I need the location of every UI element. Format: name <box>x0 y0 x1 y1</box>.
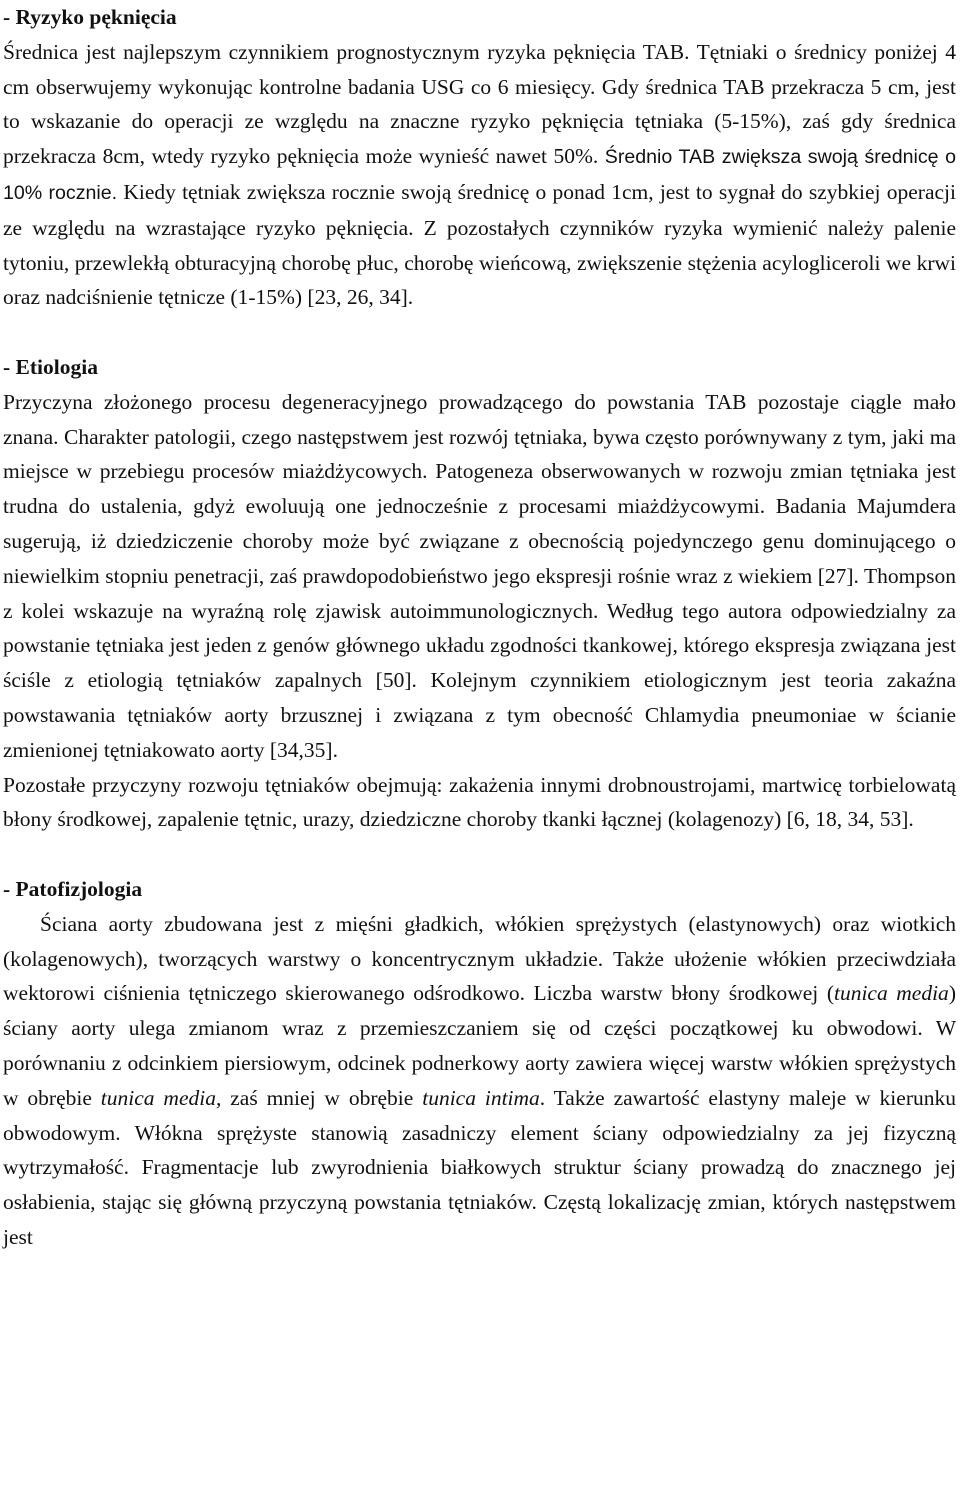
section-spacer <box>3 315 956 350</box>
text-run: Ściana aorty zbudowana jest z mięśni gładkich, włókien sprężystych (elastynowych) oraz wiotkich (kolagenowych), tworzących warstwy o koncentrycznym układzie. Także ułożenie włókien przeciwdziała wektorowi ciśnienia tętniczego skierowanego odśrodkowo. Liczba warstw błony środkowej ( <box>3 911 956 1006</box>
section-etiology <box>3 350 956 837</box>
text-run: Średnica jest najlepszym czynnikiem prognostycznym ryzyka pęknięcia TAB. Tętniaki o średnicy poniżej 4 cm obserwujemy wykonując kontrolne badania USG co 6 miesięcy. Gdy średnica TAB przekracza 5 cm, jest to wskazanie do operacji ze względu na znaczne ryzyko pęknięcia tętniaka (5-15%), zaś gdy średnica przekracza 8cm, wtedy ryzyko pęknięcia może wynieść nawet 50%. <box>3 39 956 169</box>
text-run-italic: tunica media, <box>100 1085 222 1110</box>
text-run: Kiedy tętniak zwiększa rocznie swoją średnicę o ponad 1cm, jest to sygnał do szybkiej operacji ze względu na wzrastające ryzyko pęknięcia. Z pozostałych czynników ryzyka wymienić należy palenie tytoniu, przewlekłą obturacyjną chorobę płuc, chorobę wieńcową, zwiększenie stężenia acylogliceroli we krwi oraz nadciśnienie tętnicze (1-15%) [23, 26, 34]. <box>3 179 956 310</box>
text-run-italic: tunica media <box>833 981 949 1006</box>
paragraph <box>3 768 956 838</box>
section-pathophysiology <box>3 872 956 1255</box>
section-rupture-risk <box>3 0 956 315</box>
paragraph <box>3 907 956 1255</box>
document-page <box>3 0 956 1255</box>
section-title: - Ryzyko pęknięcia <box>3 5 177 29</box>
section-title: - Etiologia <box>3 354 98 379</box>
paragraph <box>3 35 956 315</box>
paragraph <box>3 385 956 768</box>
text-run: zaś mniej w obrębie <box>221 1085 423 1110</box>
text-run: ) ściany aorty ulega zmianom wraz z przemieszczaniem się od części początkowej ku obwodowi. W porównaniu z odcinkiem piersiowym, odcinek podnerkowy aorty zawiera więcej warstw włókien sprężystych w obrębie <box>3 981 956 1110</box>
text-run-italic: tunica intima <box>422 1085 540 1110</box>
text-run: Pozostałe przyczyny rozwoju tętniaków obejmują: zakażenia innymi drobnoustrojami, martwicę torbielowatą błony środkowej, zapalenie tętnic, urazy, dziedziczne choroby tkanki łącznej (kolagenozy) [6, 18, 34, 53]. <box>3 772 956 832</box>
section-title: - Patofizjologia <box>3 876 143 901</box>
text-run-sans: Średnio TAB zwiększa swoją średnicę o 10% rocznie. <box>3 146 957 204</box>
section-spacer <box>3 837 956 872</box>
text-run: . Także zawartość elastyny maleje w kierunku obwodowym. Włókna sprężyste stanowią zasadniczy element ściany odpowiedzialny za jej fizyczną wytrzymałość. Fragmentacje lub zwyrodnienia białkowych struktur ściany prowadzą do znacznego jej osłabienia, stając się główną przyczyną powstania tętniaków. Częstą lokalizację zmian, których następstwem jest <box>3 1085 956 1249</box>
text-run: Przyczyna złożonego procesu degeneracyjnego prowadzącego do powstania TAB pozostaje ciągle mało znana. Charakter patologii, czego następstwem jest rozwój tętniaka, bywa często porównywany z tym, jaki ma miejsce w przebiegu procesów miażdżycowych. Patogeneza obserwowanych w rozwoju zmian tętniaka jest trudna do ustalenia, gdyż ewoluują one jednocześnie z procesami miażdżycowymi. Badania Majumdera sugerują, iż dziedziczenie choroby może być związane z obecnością pojedynczego genu dominującego o niewielkim stopniu penetracji, zaś prawdopodobieństwo jego ekspresji rośnie wraz z wiekiem [27]. Thompson z kolei wskazuje na wyraźną rolę zjawisk autoimmunologicznych. Według tego autora odpowiedzialny za powstanie tętniaka jest jeden z genów głównego układu zgodności tkankowej, którego ekspresja związana jest ściśle z etiologią tętniaków zapalnych [50]. Kolejnym czynnikiem etiologicznym jest teoria zakaźna powstawania tętniaków aorty brzusznej i związana z tym obecność Chlamydia pneumoniae w ścianie zmienionej tętniakowato aorty [34,35]. <box>3 389 956 762</box>
